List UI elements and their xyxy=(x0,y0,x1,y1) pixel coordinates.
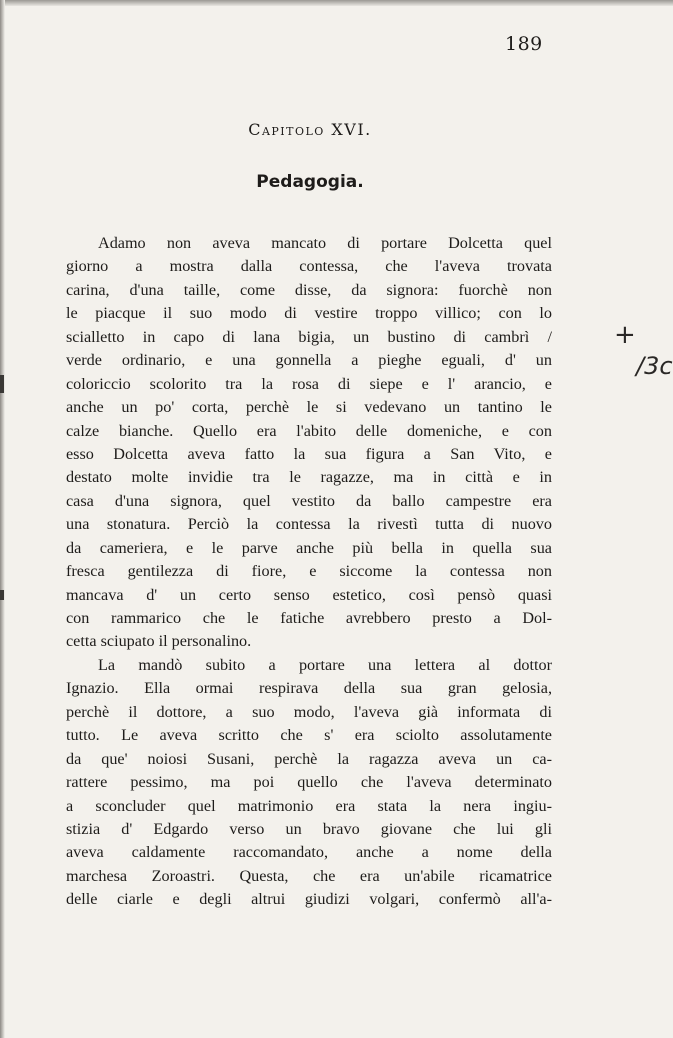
page-number: 189 xyxy=(505,33,543,55)
text-line: coloriccio scolorito tra la rosa di siepe e l' arancio, e xyxy=(66,374,552,393)
text-line: rattere pessimo, ma poi quello che l'aveva determinato xyxy=(66,773,552,792)
body-text xyxy=(66,232,552,912)
text-line: calze bianche. Quello era l'abito delle domeniche, e con xyxy=(66,421,552,440)
text-line: delle ciarle e degli altrui giudizi volgari, confermò all'a- xyxy=(66,890,552,909)
chapter-title: Pedagogia. xyxy=(256,172,364,192)
page-top-edge xyxy=(0,0,673,6)
text-line: tutto. Le aveva scritto che s' era sciolto assolutamente xyxy=(66,726,552,745)
binding-mark xyxy=(0,375,4,393)
text-line: fresca gentilezza di fiore, e siccome la contessa non xyxy=(66,562,552,581)
text-line: da cameriera, e le parve anche più bella in quella sua xyxy=(66,538,552,557)
text-line: anche un po' corta, perchè le si vedevano un tantino le xyxy=(66,398,552,417)
text-line: mancava d' un certo senso estetico, così pensò quasi xyxy=(66,585,552,604)
page-binding-edge xyxy=(0,0,5,1038)
margin-annotation: /3c xyxy=(636,352,673,380)
text-line: destato molte invidie tra le ragazze, ma in città e in xyxy=(66,468,552,487)
text-line: marchesa Zoroastri. Questa, che era un'abile ricamatrice xyxy=(66,866,552,885)
text-line: da que' noiosi Susani, perchè la ragazza aveva un ca- xyxy=(66,749,552,768)
text-line: giorno a mostra dalla contessa, che l'aveva trovata xyxy=(66,257,552,276)
chapter-heading: Capitolo XVI. xyxy=(248,120,372,139)
text-line: cetta sciupato il personalino. xyxy=(66,632,252,651)
text-line: perchè il dottore, a suo modo, l'aveva già informata di xyxy=(66,702,552,721)
text-line: stizia d' Edgardo verso un bravo giovane che lui gli xyxy=(66,819,552,838)
binding-mark xyxy=(0,590,4,600)
margin-annotation: + xyxy=(614,320,636,350)
text-line: verde ordinario, e una gonnella a pieghe eguali, d' un xyxy=(66,351,552,370)
text-line: casa d'una signora, quel vestito da ballo campestre era xyxy=(66,491,552,510)
text-line: La mandò subito a portare una lettera al dottor xyxy=(98,655,552,674)
text-line: Adamo non aveva mancato di portare Dolcetta quel xyxy=(98,234,552,252)
text-line: con rammarico che le fatiche avrebbero presto a Dol- xyxy=(66,609,552,627)
text-line: aveva caldamente raccomandato, anche a nome della xyxy=(66,843,552,862)
text-line: una stonatura. Perciò la contessa la rivestì tutta di nuovo xyxy=(66,515,552,534)
text-line: le piacque il suo modo di vestire troppo villico; con lo xyxy=(66,304,552,323)
text-line: a sconcluder quel matrimonio era stata la nera ingiu- xyxy=(66,796,552,815)
text-line: esso Dolcetta aveva fatto la sua figura a San Vito, e xyxy=(66,444,552,463)
text-line: scialletto in capo di lana bigia, un bustino di cambrì / xyxy=(66,327,552,346)
text-line: Ignazio. Ella ormai respirava della sua gran gelosia, xyxy=(66,679,552,698)
text-line: carina, d'una taille, come disse, da signora: fuorchè non xyxy=(66,280,552,299)
